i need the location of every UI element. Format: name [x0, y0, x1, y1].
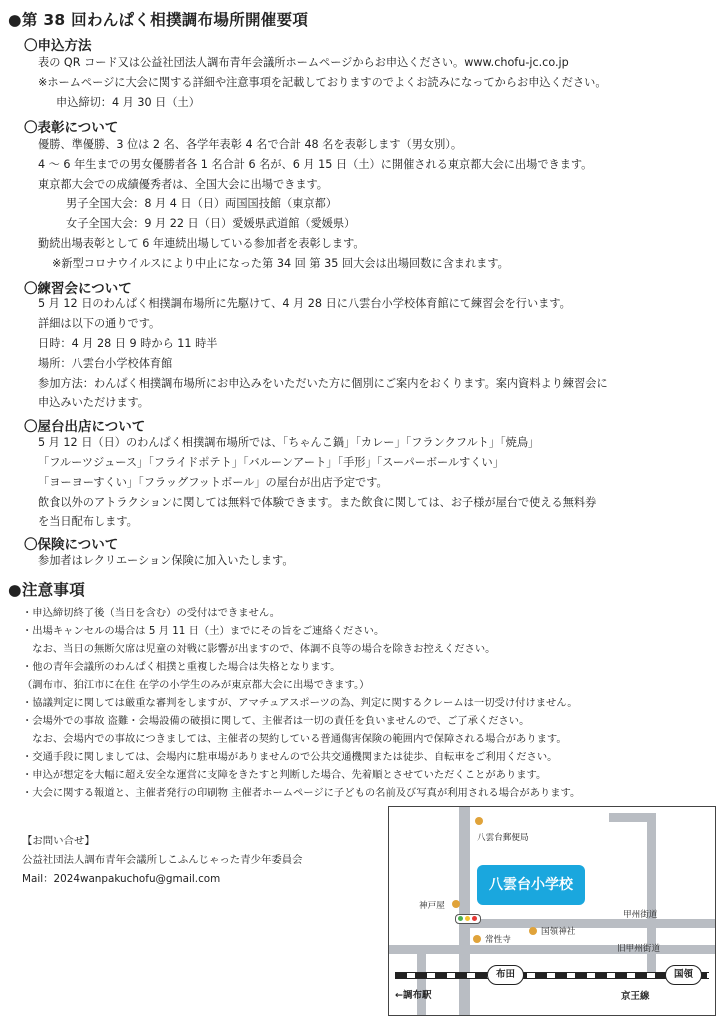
note-line: なお、会場内での事故につきましては、主催者の契約している普通傷害保険の範囲内で保障される場合があります。	[22, 733, 567, 745]
stalls-line: を当日配布します。	[38, 515, 138, 528]
map-label-old-koshu-kaido: 旧甲州街道	[617, 944, 660, 954]
note-line: ・大会に関する報道と、主催者発行の印刷物 主催者ホームページに子どもの名前及び写真が利用される場合があります。	[22, 787, 581, 799]
map-road-vertical	[417, 945, 426, 1015]
section-heading-practice: 〇練習会について	[24, 281, 132, 297]
note-line: なお、当日の無断欠席は児童の対戦に影響が出ますので、体調不良等の場合を除きお控えください。	[22, 643, 496, 655]
award-line: 勤続出場表彰として 6 年連続出場している参加者を表彰します。	[38, 237, 365, 250]
award-note: ※新型コロナウイルスにより中止になった第 34 回 第 35 回大会は出場回数に含まれます。	[52, 257, 509, 270]
map-school: 八雲台小学校	[477, 865, 585, 905]
insurance-line: 参加者はレクリエーション保険に加入いたします。	[38, 554, 294, 567]
map-road-koshu	[459, 919, 715, 928]
map-road-old-koshu	[389, 945, 715, 954]
practice-line: 詳細は以下の通りです。	[38, 317, 161, 330]
apply-line: ※ホームページに大会に関する詳細や注意事項を記載しておりますのでよくお読みになってからお申込ください。	[38, 76, 607, 89]
award-line: 4 ～ 6 年生までの男女優勝者各 1 名合計 6 名が、6 月 15 日（土）に開催される東京都大会に出場できます。	[38, 158, 593, 171]
award-line: 女子全国大会：9 月 22 日（日）愛媛県武道館（愛媛県）	[66, 217, 356, 230]
award-line: 優勝、準優勝、3 位は 2 名、各学年表彰 4 名で合計 48 名を表彰します（男女別）。	[38, 138, 463, 151]
map-label-kunimori: 国領神社	[541, 927, 576, 937]
section-heading-award: 〇表彰について	[24, 120, 119, 136]
map-label-chofu-station: ←調布駅	[395, 990, 432, 1001]
kunimori-marker	[529, 927, 537, 935]
page-title: ●第 38 回わんぱく相撲調布場所開催要項	[8, 11, 309, 29]
practice-line: 参加方法：わんぱく相撲調布場所にお申込みをいただいた方に個別にご案内をおくります。案内資料より練習会に	[38, 377, 608, 390]
section-heading-insurance: 〇保険について	[24, 537, 119, 553]
note-line: ・他の青年会議所のわんぱく相撲と重複した場合は失格となります。	[22, 661, 341, 673]
map-label-keio-line: 京王線	[621, 991, 650, 1002]
stalls-line: 「フルーツジュース」「フライドポテト」「バルーンアート」「手形」「スーパーボールすくい」	[38, 456, 504, 469]
map-label-koshu-kaido: 甲州街道	[623, 910, 658, 920]
traffic-signal-icon	[455, 914, 481, 924]
post-office-marker	[475, 817, 483, 825]
keio-railway	[395, 972, 709, 979]
note-line: ・協議判定に関しては厳重な審判をしますが、アマチュアスポーツの為、判定に関するクレームは一切受け付けません。	[22, 697, 578, 709]
practice-line: 5 月 12 日のわんぱく相撲調布場所に先駆けて、4 月 28 日に八雲台小学校体育館にて練習会を行います。	[38, 297, 571, 310]
practice-line: 場所：八雲台小学校体育館	[38, 357, 173, 370]
note-line: （調布市、狛江市に在住 在学の小学生のみが東京都大会に出場できます。）	[22, 679, 370, 691]
note-line: ・申込が想定を大幅に超え安全な運営に支障をきたすと判断した場合、先着順とさせていただくことがあります。	[22, 769, 547, 781]
apply-line: 表の QR コード又は公益社団法人調布青年会議所ホームページからお申込ください。www.chofu-jc.co.jp	[38, 56, 569, 69]
koshuji-marker	[473, 935, 481, 943]
award-line: 男子全国大会：8 月 4 日（日）両国国技館（東京都）	[66, 197, 338, 210]
station-kokuryo: 国領	[665, 965, 702, 985]
practice-line: 申込みいただけます。	[38, 396, 149, 409]
award-line: 東京都大会での成績優秀者は、全国大会に出場できます。	[38, 178, 328, 191]
practice-line: 日時：4 月 28 日 9 時から 11 時半	[38, 337, 218, 350]
venue-map	[388, 806, 716, 1016]
station-fuda: 布田	[487, 965, 524, 985]
apply-deadline: 申込締切：4 月 30 日（土）	[56, 96, 200, 109]
map-road-curve	[609, 813, 655, 822]
map-label-koshuji: 常性寺	[485, 935, 511, 945]
kobeya-marker	[452, 900, 460, 908]
map-road-vertical	[459, 807, 470, 1015]
note-line: ・会場外での事故 盗難・会場設備の破損に関して、主催者は一切の責任を負いませんので、ご了承ください。	[22, 715, 530, 727]
map-label-kobeya: 神戸屋	[419, 901, 445, 911]
contact-heading: 【お問い合せ】	[22, 835, 95, 847]
stalls-line: 「ヨーヨーすくい」「フラッグフットボール」の屋台が出店予定です。	[38, 476, 388, 489]
note-line: ・交通手段に関しましては、会場内に駐車場がありませんので公共交通機関または徒歩、自転車をご利用ください。	[22, 751, 558, 763]
map-label-post-office: 八雲台郵便局	[477, 833, 529, 843]
section-heading-stalls: 〇屋台出店について	[24, 419, 146, 435]
contact-org: 公益社団法人調布青年会議所しこふんじゃった青少年委員会	[22, 854, 303, 866]
notes-heading: ●注意事項	[8, 581, 86, 599]
note-line: ・出場キャンセルの場合は 5 月 11 日（土）までにその旨をご連絡ください。	[22, 625, 385, 637]
contact-mail[interactable]: Mail：2024wanpakuchofu@gmail.com	[22, 873, 221, 885]
note-line: ・申込締切終了後（当日を含む）の受付はできません。	[22, 607, 281, 619]
stalls-line: 飲食以外のアトラクションに関しては無料で体験できます。また飲食に関しては、お子様が屋台で使える無料券	[38, 496, 597, 509]
section-heading-apply: 〇申込方法	[24, 38, 92, 54]
stalls-line: 5 月 12 日（日）のわんぱく相撲調布場所では、「ちゃんこ鍋」「カレー」「フランクフルト」「焼鳥」	[38, 436, 540, 449]
